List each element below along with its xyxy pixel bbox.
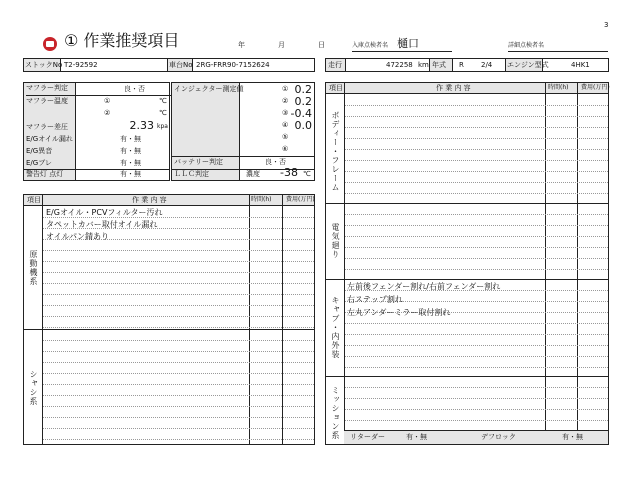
concentration-unit: ℃: [303, 170, 311, 178]
body-row: [345, 183, 608, 194]
muffler-judge-value: 良・否: [124, 85, 145, 93]
info-bar-right: [325, 58, 609, 72]
chassis-row: [43, 418, 314, 429]
muffler-temp-1: ①: [104, 97, 111, 105]
battery-label: バッテリー判定: [174, 158, 223, 166]
body-row: [345, 117, 608, 128]
injector-index-2: ②: [282, 97, 289, 105]
inspector-label: 入庫点検者名: [352, 42, 389, 49]
body-rows: [345, 95, 608, 194]
muffler-judge-label: マフラー判定: [26, 84, 68, 92]
stock-value: T2-92592: [64, 61, 98, 69]
electric-section-label: 電気廻り: [331, 223, 340, 259]
detail-inspector-label: 詳細点検者名: [508, 42, 545, 49]
electric-row: [345, 259, 608, 270]
electric-row: [345, 215, 608, 226]
warning-light-label: 警告灯 点灯: [26, 170, 64, 178]
mission-rows: [345, 377, 608, 421]
cab-row: [345, 357, 608, 368]
injector-block: [171, 82, 315, 181]
engine-entry-3: オイルパン錆あり: [46, 232, 110, 241]
engine-noise-value: 有・無: [120, 147, 141, 155]
retarder-label: リターダー: [350, 433, 385, 441]
cab-rows: [345, 280, 608, 368]
injector-value-4: 0.0: [294, 119, 312, 132]
mission-row: [345, 377, 608, 388]
model-year-label: 年式: [429, 59, 453, 71]
right-col-work: 作 業 内 容: [436, 84, 471, 92]
left-work-table: [23, 194, 315, 445]
muffler-pressure-label: マフラー差圧: [26, 123, 68, 131]
concentration-label: 濃度: [246, 170, 260, 178]
electric-row: [345, 204, 608, 215]
concentration-value: -38: [280, 166, 298, 179]
engine-section-label: 原動機系: [29, 250, 38, 286]
body-row: [345, 95, 608, 106]
engine-row: [43, 295, 314, 306]
muffler-temp-label: マフラー温度: [26, 97, 68, 105]
cab-entry-1: 左前後フェンダー割れ/右前フェンダー割れ: [347, 282, 501, 291]
battery-value: 良・否: [265, 158, 286, 166]
left-col-time: 時間(h): [251, 196, 272, 203]
left-col-work: 作 業 内 容: [132, 196, 167, 204]
engine-shake-value: 有・無: [120, 159, 141, 167]
battery-divider: [172, 156, 314, 157]
electric-rows: [345, 204, 608, 270]
inspector-name: 樋口: [397, 37, 419, 50]
mission-row: [345, 388, 608, 399]
injector-label: インジェクター測定値: [174, 85, 244, 93]
engine-row: [43, 240, 314, 251]
injector-value-1: 0.2: [294, 83, 312, 96]
muffler-pressure-value: 2.33: [129, 119, 154, 132]
detail-inspector-underline: [508, 51, 608, 52]
engine-label: エンジン型式: [507, 61, 549, 69]
engine-row: [43, 284, 314, 295]
muffler-block: [23, 82, 170, 181]
chassis-value: 2RG-FRR90-7152624: [196, 61, 270, 69]
oil-leak-value: 有・無: [120, 135, 141, 143]
engine-noise-label: E/G異音: [26, 147, 53, 155]
right-col-item: 項目: [329, 84, 343, 92]
engine-row: [43, 306, 314, 317]
cab-row: [345, 346, 608, 357]
muffler-temp-2: ②: [104, 109, 111, 117]
injector-index-1: ①: [282, 85, 289, 93]
year-label: 年: [238, 41, 245, 49]
right-col-time: 時間(h): [548, 84, 569, 91]
cab-row: [345, 335, 608, 346]
body-row: [345, 161, 608, 172]
mission-section-label: ミッション系: [331, 386, 340, 440]
mission-row: [345, 410, 608, 421]
mission-row: [345, 399, 608, 410]
chassis-label: 車台No: [169, 61, 193, 69]
engine-value: 4HK1: [571, 61, 590, 69]
inspector-underline: [352, 51, 452, 52]
engine-row: [43, 273, 314, 284]
mileage-unit: km: [418, 61, 429, 69]
injector-value-3: -0.4: [290, 107, 312, 120]
warning-light-value: 有・無: [120, 170, 141, 178]
retarder-value: 有・無: [406, 433, 427, 441]
chassis-section-label: シャシ系: [29, 370, 38, 406]
body-row: [345, 106, 608, 117]
chassis-row: [43, 341, 314, 352]
chassis-row: [43, 429, 314, 440]
chassis-rows: [43, 330, 314, 440]
engine-shake-label: E/Gブレ: [26, 159, 52, 167]
muffler-temp-2-unit: ℃: [159, 109, 167, 117]
right-col-cost: 費用(万円): [581, 84, 610, 91]
engine-entry-2: タペットカバー取付オイル漏れ: [46, 220, 158, 229]
engine-row: [43, 262, 314, 273]
chassis-row: [43, 396, 314, 407]
electric-row: [345, 237, 608, 248]
left-col-item: 項目: [27, 196, 41, 204]
electric-row: [345, 226, 608, 237]
engine-entry-1: E/Gオイル・PCVフィルター汚れ: [46, 208, 163, 217]
muffler-pressure-unit: kpa: [157, 123, 168, 130]
info-bar-left: [23, 58, 315, 72]
chassis-row: [43, 352, 314, 363]
model-year-era: R: [459, 61, 464, 69]
llc-label: ＬＬＣ判定: [174, 170, 209, 178]
stock-label: ストックNo: [25, 61, 63, 69]
muffler-temp-1-unit: ℃: [159, 97, 167, 105]
chassis-row: [43, 330, 314, 341]
day-label: 日: [318, 41, 325, 49]
electric-row: [345, 248, 608, 259]
body-row: [345, 172, 608, 183]
model-year-value: 2/4: [481, 61, 493, 69]
mileage-value: 472258: [386, 61, 413, 69]
left-col-cost: 費用(万円): [286, 196, 315, 203]
injector-index-4: ④: [282, 121, 289, 129]
body-row: [345, 150, 608, 161]
cab-entry-2: 右ステップ割れ: [347, 295, 403, 304]
cab-row: [345, 324, 608, 335]
injector-index-3: ③: [282, 109, 289, 117]
engine-row: [43, 251, 314, 262]
injector-value-2: 0.2: [294, 95, 312, 108]
cab-section-label: キャブ・内外装: [331, 296, 340, 359]
cab-entry-3: 左丸アンダーミラー取付割れ: [347, 308, 451, 317]
chassis-row: [43, 385, 314, 396]
month-label: 月: [278, 41, 285, 49]
chassis-row: [43, 363, 314, 374]
chassis-row: [43, 407, 314, 418]
page-number: 3: [604, 21, 609, 29]
difflock-value: 有・無: [562, 433, 583, 441]
injector-index-5: ⑤: [282, 133, 289, 141]
muffler-judge-row: [26, 85, 171, 96]
red-badge-icon: [43, 37, 57, 51]
body-row: [345, 139, 608, 150]
page-title: ① 作業推奨項目: [64, 31, 180, 50]
body-section-label: ボディー・フレーム: [331, 111, 340, 192]
difflock-label: デフロック: [481, 433, 516, 441]
oil-leak-label: E/Gオイル漏れ: [26, 135, 73, 143]
engine-row: [43, 317, 314, 328]
chassis-row: [43, 374, 314, 385]
right-work-table: [325, 82, 609, 445]
mileage-label: 走行: [326, 59, 346, 71]
injector-index-6: ⑥: [282, 145, 289, 153]
body-row: [345, 128, 608, 139]
